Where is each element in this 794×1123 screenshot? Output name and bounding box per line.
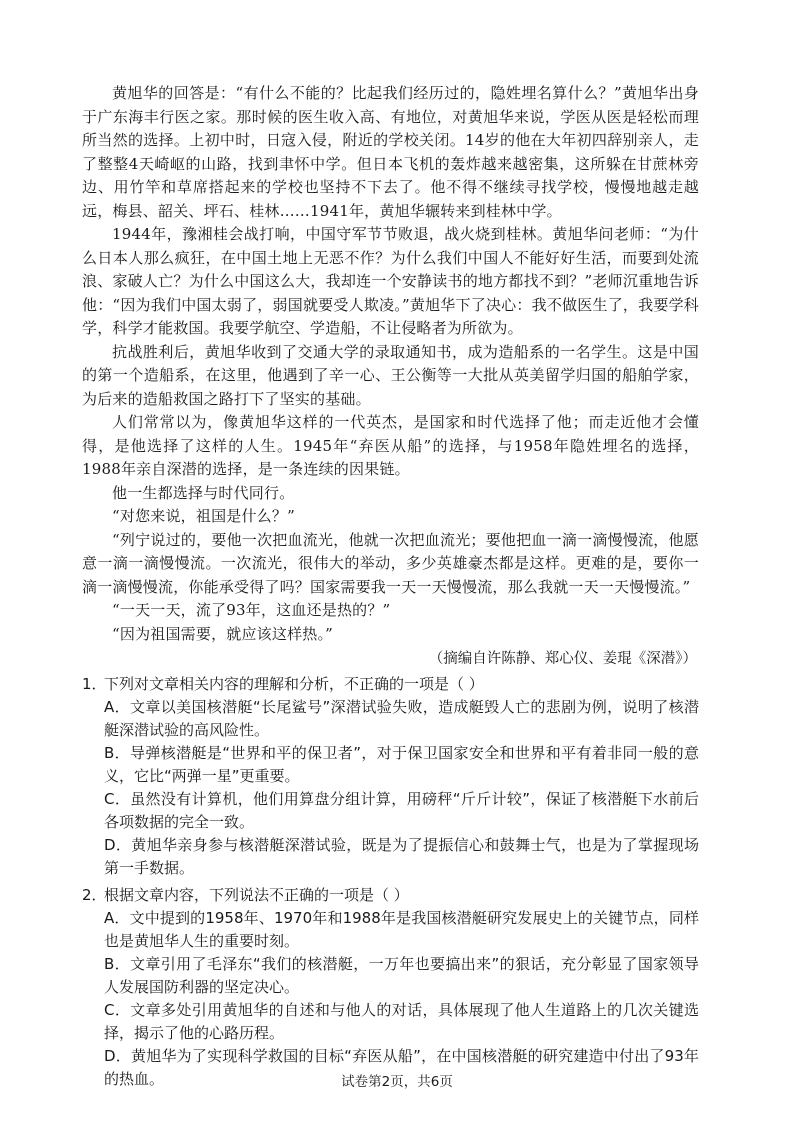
question-number: 1． bbox=[82, 675, 107, 693]
option-a: A．文章以美国核潜艇“长尾鲨号”深潜试验失败，造成艇毁人亡的悲剧为例，说明了核潜艇深潜试验的高风险性。 bbox=[104, 698, 699, 739]
question-1 bbox=[82, 673, 699, 880]
reading-passage bbox=[82, 82, 699, 671]
question-stem bbox=[82, 673, 699, 696]
passage-paragraph-2: 1944年，豫湘桂会战打响，中国守军节节败退，战火烧到桂林。黄旭华问老师：“为什么日本人那么疯狂，在中国土地上无恶不作？为什么我们中国人不能好好生活，而要到处流浪、家破人亡？为什么中国这么大，我却连一个安静读书的地方都找不到？”老师沉重地告诉他：“因为我们中国太弱了，弱国就要受人欺凌。”黄旭华下了决心：我不做医生了，我要学科学，科学才能救国。我要学航空、学造船，不让侵略者为所欲为。 bbox=[82, 225, 699, 337]
option-c: C．文章多处引用黄旭华的自述和与他人的对话，具体展现了他人生道路上的几次关键选择，揭示了他的心路历程。 bbox=[104, 1001, 699, 1042]
passage-paragraph-3: 抗战胜利后，黄旭华收到了交通大学的录取通知书，成为造船系的一名学生。这是中国的第一个造船系，在这里，他遇到了辛一心、王公衡等一大批从英美留学归国的船舶学家，为后来的造船救国之路打下了坚实的基础。 bbox=[82, 342, 699, 408]
option-c: C．虽然没有计算机，他们用算盘分组计算，用磅秤“斤斤计较”，保证了核潜艇下水前后各项数据的完全一致。 bbox=[104, 790, 699, 831]
passage-paragraph-7: “列宁说过的，要他一次把血流光，他就一次把血流光；要他把血一滴一滴慢慢流，他愿意一滴一滴慢慢流。一次流光，很伟大的举动，多少英雄豪杰都是这样。更难的是，要你一滴一滴慢慢流，你能承受得了吗？国家需要我一天一天慢慢流，那么我就一天一天慢慢流。” bbox=[82, 530, 699, 596]
passage-paragraph-8: “一天一天，流了93年，这血还是热的？” bbox=[112, 601, 391, 619]
passage-source: （摘编自许陈静、郑心仪、姜琨《深潜》） bbox=[428, 651, 697, 667]
question-text: 下列对文章相关内容的理解和分析，不正确的一项是（ ） bbox=[104, 675, 484, 693]
question-2 bbox=[82, 884, 699, 1091]
question-stem bbox=[82, 884, 699, 907]
question-list bbox=[82, 673, 699, 1091]
passage-paragraph-9: “因为祖国需要，就应该这样热。” bbox=[112, 624, 334, 643]
passage-paragraph-1: 黄旭华的回答是：“有什么不能的？比起我们经历过的，隐姓埋名算什么？”黄旭华出身于广东海丰行医之家。那时候的医生收入高、有地位，对黄旭华来说，学医从医是轻松而理所当然的选择。上初中时，日寇入侵，附近的学校关闭。14岁的他在大年初四辞别亲人，走了整整4天崎岖的山路，找到聿怀中学。但日本飞机的轰炸越来越密集，这所躲在甘蔗林旁边、用竹竿和草席搭起来的学校也坚持不下去了。他不得不继续寻找学校，慢慢地越走越远，梅县、韶关、坪石、桂林……1941年，黄旭华辗转来到桂林中学。 bbox=[82, 84, 699, 220]
option-a: A．文中提到的1958年、1970年和1988年是我国核潜艇研究发展史上的关键节点，同样也是黄旭华人生的重要时刻。 bbox=[104, 909, 699, 950]
question-text: 根据文章内容，下列说法不正确的一项是（ ） bbox=[104, 886, 409, 904]
option-d: D．黄旭华亲身参与核潜艇深潜试验，既是为了提振信心和鼓舞士气，也是为了掌握现场第一手数据。 bbox=[104, 836, 699, 877]
option-b: B．导弹核潜艇是“世界和平的保卫者”，对于保卫国家安全和世界和平有着非同一般的意义，它比“两弹一星”更重要。 bbox=[104, 744, 699, 785]
passage-paragraph-6: “对您来说，祖国是什么？” bbox=[112, 507, 295, 525]
passage-paragraph-5: 他一生都选择与时代同行。 bbox=[112, 483, 295, 502]
passage-paragraph-4: 人们常常以为，像黄旭华这样的一代英杰，是国家和时代选择了他；而走近他才会懂得，是他选择了这样的人生。1945年“弃医从船”的选择，与1958年隐姓埋名的选择，1988年亲自深潜的选择，是一条连续的因果链。 bbox=[82, 413, 699, 478]
page-footer: 试卷第2页，共6页 bbox=[341, 1074, 453, 1090]
option-d: D．黄旭华为了实现科学救国的目标“弃医从船”，在中国核潜艇的研究建造中付出了93年的热血。 bbox=[104, 1047, 699, 1088]
option-b: B．文章引用了毛泽东“我们的核潜艇，一万年也要搞出来”的狠话，充分彰显了国家领导人发展国防利器的坚定决心。 bbox=[104, 955, 699, 996]
question-number: 2． bbox=[82, 886, 107, 904]
